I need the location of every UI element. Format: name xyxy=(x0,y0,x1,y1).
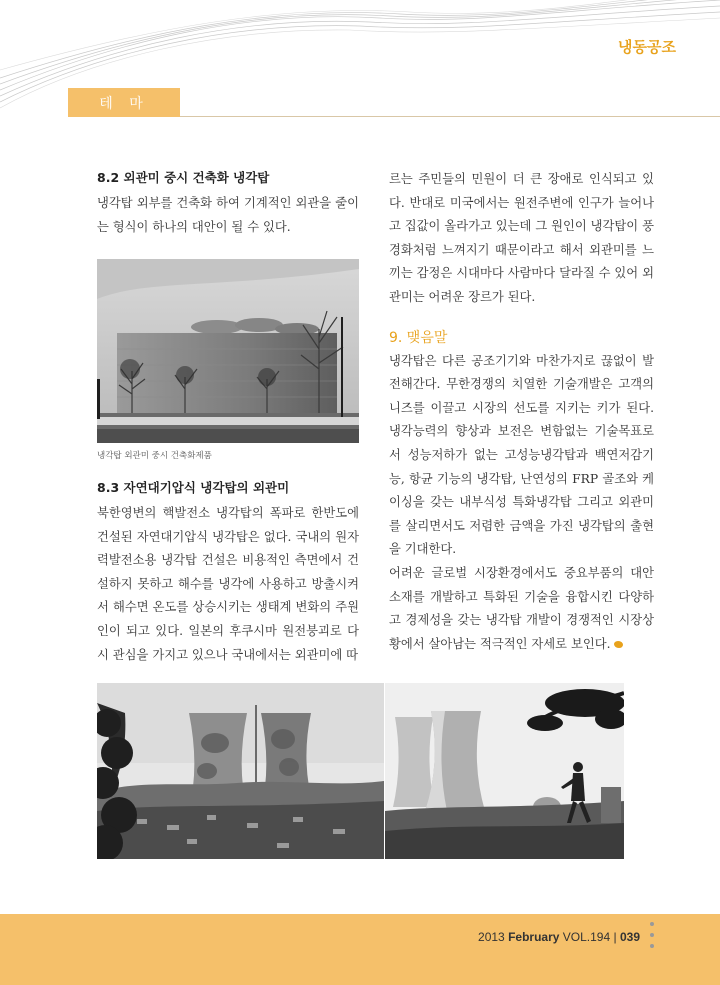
photo-cooling-towers-landscape xyxy=(385,683,624,859)
section-9-body-2 xyxy=(389,562,654,656)
magazine-brand-logo: 냉동공조 xyxy=(618,38,676,56)
footer-month: February xyxy=(508,930,560,944)
section-9-body-2-text: 어려운 글로벌 시장환경에서도 중요부품의 대안소재를 개발하고 특화된 기술을 융합시킨 다양하고 경제성을 갖는 냉각탑 개발이 경쟁적인 시장상황에서 살아남는 적극적인 자세로 보인다. xyxy=(389,565,654,651)
footer-dot xyxy=(650,922,654,926)
left-column-lower xyxy=(97,478,359,667)
painted-towers-image xyxy=(97,683,384,859)
left-column xyxy=(97,168,359,239)
page-number: 039 xyxy=(619,930,640,944)
footer-dot xyxy=(650,933,654,937)
section-8-3-body: 북한영변의 핵발전소 냉각탑의 폭파로 한반도에 건설된 자연대기압식 냉각탑은 없다. 국내의 원자력발전소용 냉각탑 건설은 비용적인 측면에서 건설하지 못하고 해수를 냉각에 사용하고 방출시켜서 해수면 온도를 상승시키는 생태계 변화의 주원인이 되고 있다. 일본의 후쿠시마 원전붕괴로 다시 관심을 가지고 있으나 국내에서는 외관미에 따 xyxy=(97,506,359,662)
footer-band xyxy=(0,914,720,985)
footer-separator: | xyxy=(613,930,617,944)
building-photo-image xyxy=(97,259,359,443)
header-divider xyxy=(180,116,720,117)
footer-dot xyxy=(650,944,654,948)
section-8-2-body: 냉각탑 외부를 건축화 하여 기계적인 외관을 줄이는 형식이 하나의 대안이 될 수 있다. xyxy=(97,196,359,234)
photo-caption: 냉각탑 외관미 중시 건축화제품 xyxy=(97,451,212,461)
section-9-body-1: 냉각탑은 다른 공조기기와 마찬가지로 끊없이 발전해간다. 무한경쟁의 치열한 기술개발은 고객의 니즈를 이끌고 시장의 선도를 지키는 키가 된다. 냉각능력의 향상과 보전은 변함없는 기술목표로서 성능저하가 없는 고성능냉각탑과 백연저감기능, 항균 기능의 냉각탑, 난연성의 FRP 골조와 케이싱을 갖는 내부식성 특화냉각탑 그리고 외관미를 살리면서도 저렴한 금액을 가진 냉각탑의 출현을 기대한다. xyxy=(389,353,654,557)
section-8-3-heading: 8.3 자연대기압식 냉각탑의 외관미 xyxy=(97,480,290,495)
section-9-heading: 9. 맺음말 xyxy=(389,329,448,346)
footer-dots-decoration xyxy=(650,922,654,950)
footer-page-info xyxy=(0,930,640,944)
footer-year: 2013 xyxy=(478,930,505,944)
section-label: 테 마 xyxy=(99,96,149,112)
right-column xyxy=(389,168,654,656)
photo-architectural-cooling-tower xyxy=(97,259,359,443)
article-end-icon xyxy=(614,641,623,648)
footer-volume: VOL.194 xyxy=(562,930,611,944)
photo-painted-cooling-towers xyxy=(97,683,384,859)
section-label-bar xyxy=(68,88,180,117)
section-8-2-heading: 8.2 외관미 중시 건축화 냉각탑 xyxy=(97,170,270,185)
landscape-towers-image xyxy=(385,683,624,859)
continuation-body: 르는 주민들의 민원이 더 큰 장애로 인식되고 있다. 반대로 미국에서는 원전주변에 인구가 늘어나고 집값이 올라가고 있는데 그 원인이 냉각탑이 풍경화처럼 느껴지기 때문이라고 해서 외관미를 느끼는 감정은 시대마다 사람마다 달라질 수 있어 외관미는 어려운 장르가 된다. xyxy=(389,172,654,304)
